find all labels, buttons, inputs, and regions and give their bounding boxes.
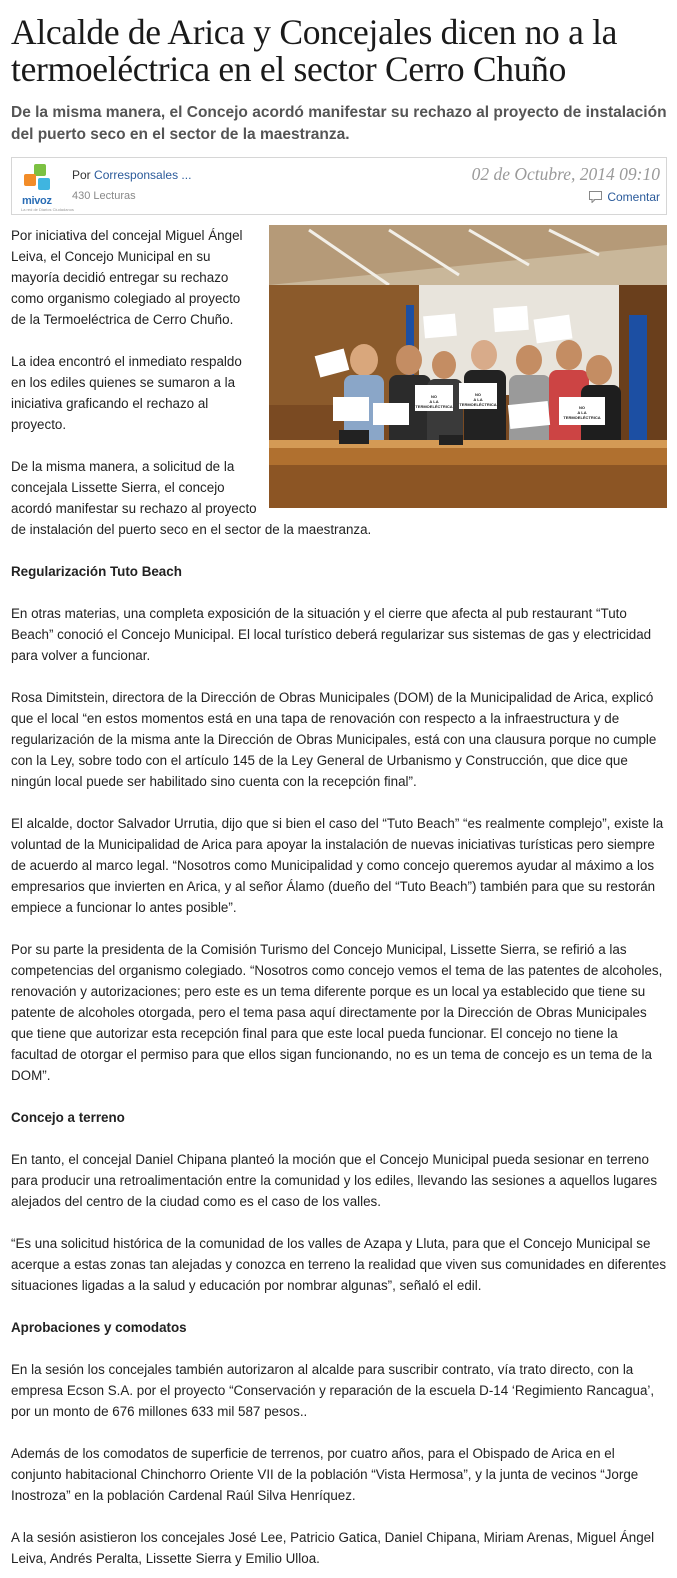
paragraph-6: El alcalde, doctor Salvador Urrutia, dijo que si bien el caso del “Tuto Beach” “es realmente complejo”, existe la voluntad de la Municipalidad de Arica para apoyar la instalación de nuevas iniciativas turísticas pero siempre de acuerdo al marco legal. “Nosotros como Municipalidad y como concejo queremos ayudar al máximo a los empresarios que invierten en Arica, y al señor Álamo (dueño del “Tuto Beach”) también para que su restorán empiece a funcionar lo antes posible”. [11,816,664,915]
sign-word-3: TERMOELÉCTRICA [563,415,601,420]
paragraph-1: Por iniciativa del concejal Miguel Ángel Leiva, el Concejo Municipal en su mayoría decidió entregar su rechazo como organismo colegiado al proyecto de la Termoeléctrica de Cerro Chuño. [11,228,243,327]
paragraph-2: La idea encontró el inmediato respaldo en los ediles quienes se sumaron a la iniciativa graficando el rechazo al proyecto. [11,354,242,432]
sign-a-2: A LA [473,397,483,402]
sign-a-1: A LA [429,399,439,404]
article-body [11,225,667,1569]
logo-wordmark: mivoz [22,195,52,207]
paragraph-12: A la sesión asistieron los concejales José Lee, Patricio Gatica, Daniel Chipana, Miriam Arenas, Miguel Ángel Leiva, Andrés Peralta, Lissette Sierra y Emilio Ulloa. [11,1530,655,1566]
sign-a-3: A LA [577,410,587,415]
sign-no-1: NO [431,394,437,399]
sign-word-2: TERMOELÉCTRICA [459,402,497,407]
paragraph-9: “Es una solicitud histórica de la comunidad de los valles de Azapa y Lluta, para que el Concejo Municipal se acerque a estas zonas tan alejadas y conozca en terreno la realidad que viven sus comunidades en diferentes situaciones ligadas a la salud y educación por nombrar algunas”, señaló el edil. [11,1236,667,1293]
author-line [72,168,191,182]
logo-tagline: La red de Diarios Ciudadanos [21,207,74,212]
sign-word-1: TERMOELÉCTRICA [415,404,453,409]
paragraph-11: Además de los comodatos de superficie de terrenos, por cuatro años, para el Obispado de Arica en el conjunto habitacional Chinchorro Oriente VII de la población “Vista Hermosa”, y la junta de vecinos “Jorge Inostroza” en la población Cardenal Raúl Silva Henríquez. [11,1446,639,1503]
paragraph-4: En otras materias, una completa exposición de la situación y el cierre que afecta al pub restaurant “Tuto Beach” conoció el Concejo Municipal. El local turístico deberá regularizar sus sistemas de gas y electricidad para volver a funcionar. [11,606,652,663]
subheading-aprobaciones: Aprobaciones y comodatos [11,1320,187,1335]
paragraph-5: Rosa Dimitstein, directora de la Dirección de Obras Municipales (DOM) de la Municipalidad de Arica, explicó que el local “en estos momentos está en una tapa de renovación con respecto a la infraestructura y de regularización de la misma ante la Dirección de Obras Municipales, está con una clausura porque no cumple con la Ley, sobre todo con el artículo 145 de la Ley General de Urbanismo y Construcción, que dice que ningún local puede ser habilitado sino cuenta con la recepción final”. [11,690,657,789]
sign-no-3: NO [579,405,585,410]
read-count: 430 Lecturas [72,190,136,202]
author-link[interactable]: Corresponsales ... [94,168,192,182]
article-container [11,14,667,1578]
by-prefix: Por [72,168,91,182]
paragraph-3: De la misma manera, a solicitud de la concejala Lissette Sierra, el concejo acordó manifestar su rechazo al proyecto de instalación del puerto seco en el sector de la maestranza. [11,459,372,537]
paragraph-7: Por su parte la presidenta de la Comisión Turismo del Concejo Municipal, Lissette Sierra, se refirió a las competencias del organismo colegiado. “Nosotros como concejo vemos el tema de las patentes de alcoholes, renovación y autorizaciones; pero este es un tema diferente porque es un local ya establecido que tiene su patente de alcoholes otorgada, pero el tema pasa aquí directamente por la Dirección de Obras Municipales que tiene que autorizar esta recepción final para que este local pueda funcionar. El concejo no tiene la facultad de otorgar el permiso para que ellos sigan funcionando, no es un tema de concejo es un tema de la DOM”. [11,942,663,1083]
mivoz-logo[interactable] [20,164,74,212]
publish-date: 02 de Octubre, 2014 09:10 [471,164,660,184]
logo-square-orange [24,174,36,186]
article-meta-box [11,157,667,215]
article-title: Alcalde de Arica y Concejales dicen no a la termoeléctrica en el sector Cerro Chuño [11,12,618,89]
comment-button[interactable] [589,190,660,204]
article-subtitle: De la misma manera, el Concejo acordó manifestar su rechazo al proyecto de instalación del puerto seco en el sector de la maestranza. [11,104,667,143]
paragraph-10: En la sesión los concejales también autorizaron al alcalde para suscribir contrato, vía trato directo, con la empresa Ecson S.A. por el proyecto “Conservación y reparación de la escuela D-14 ‘Regimiento Rancagua’, por un monto de 676 millones 633 mil 587 pesos.. [11,1362,655,1419]
paragraph-8: En tanto, el concejal Daniel Chipana planteó la moción que el Concejo Municipal pueda sesionar en terreno para producir una retroalimentación entre la comunidad y los ediles, llevando las sesiones a aquellos lugares alejados del centro de la ciudad como es el caso de los valles. [11,1152,658,1209]
sign-no-2: NO [475,392,481,397]
article-photo[interactable] [269,225,667,508]
comment-label: Comentar [607,190,660,204]
subheading-concejo-terreno: Concejo a terreno [11,1110,125,1125]
comment-icon [589,191,603,203]
subheading-tuto-beach: Regularización Tuto Beach [11,564,182,579]
logo-square-cyan [38,178,50,190]
